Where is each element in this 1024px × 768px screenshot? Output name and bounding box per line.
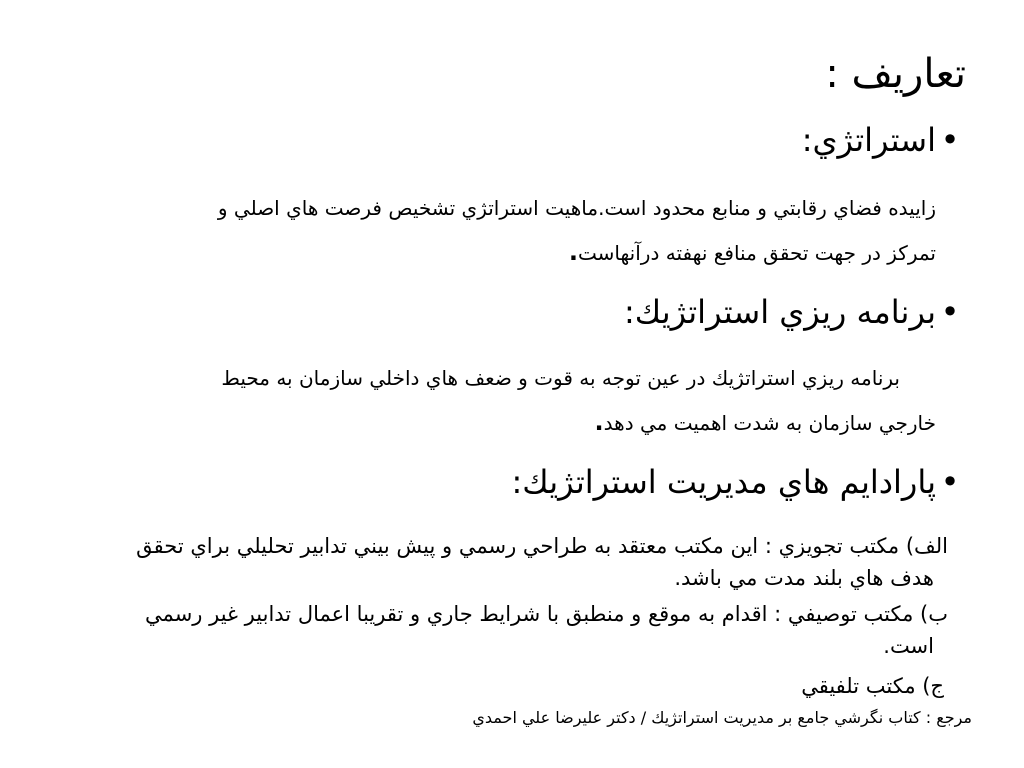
heading-paradigms: پارادايم هاي مديريت استراتژيك: xyxy=(511,463,936,501)
planning-line-1: برنامه ريزي استراتژيك در عين توجه به قوت و ضعف هاي داخلي سازمان به محيط xyxy=(221,366,900,390)
planning-line-2: خارجي سازمان به شدت اهميت مي دهد. xyxy=(594,408,936,436)
bullet-icon: • xyxy=(940,121,960,159)
paradigm-b-line-2: است. xyxy=(883,634,934,658)
paradigm-a-line-1: الف) مكتب تجويزي : اين مكتب معتقد به طراحي رسمي و پيش بيني تدابير تحليلي براي تحقق xyxy=(136,534,948,558)
bullet-icon: • xyxy=(940,463,960,501)
reference-footer: مرجع : كتاب نگرشي جامع بر مديريت استراتژيك / دكتر عليرضا علي احمدي xyxy=(472,708,972,727)
paradigm-a-line-2: هدف هاي بلند مدت مي باشد. xyxy=(674,566,934,590)
bullet-heading-strategic-planning xyxy=(624,290,964,334)
planning-line-2-dot: . xyxy=(594,408,604,436)
strategy-line-1: زاييده فضاي رقابتي و منابع محدود است.ماهيت استراتژي تشخيص فرصت هاي اصلي و xyxy=(217,196,936,220)
paradigm-c-line: ج) مكتب تلفيقي xyxy=(801,674,944,698)
heading-strategic-planning: برنامه ريزي استراتژيك: xyxy=(623,293,936,331)
strategy-line-2-dot: . xyxy=(568,238,578,266)
bullet-heading-paradigms xyxy=(512,460,964,504)
paradigm-b-line-1: ب) مكتب توصيفي : اقدام به موقع و منطبق با شرايط جاري و تقريبا اعمال تدابير غير رسمي xyxy=(145,602,948,626)
slide-title: تعاريف : xyxy=(825,51,966,97)
bullet-heading-strategy xyxy=(802,118,964,162)
strategy-line-2: تمركز در جهت تحقق منافع نهفته درآنهاست. xyxy=(568,238,936,266)
heading-strategy: استراتژي: xyxy=(801,121,936,159)
bullet-icon: • xyxy=(940,293,960,331)
